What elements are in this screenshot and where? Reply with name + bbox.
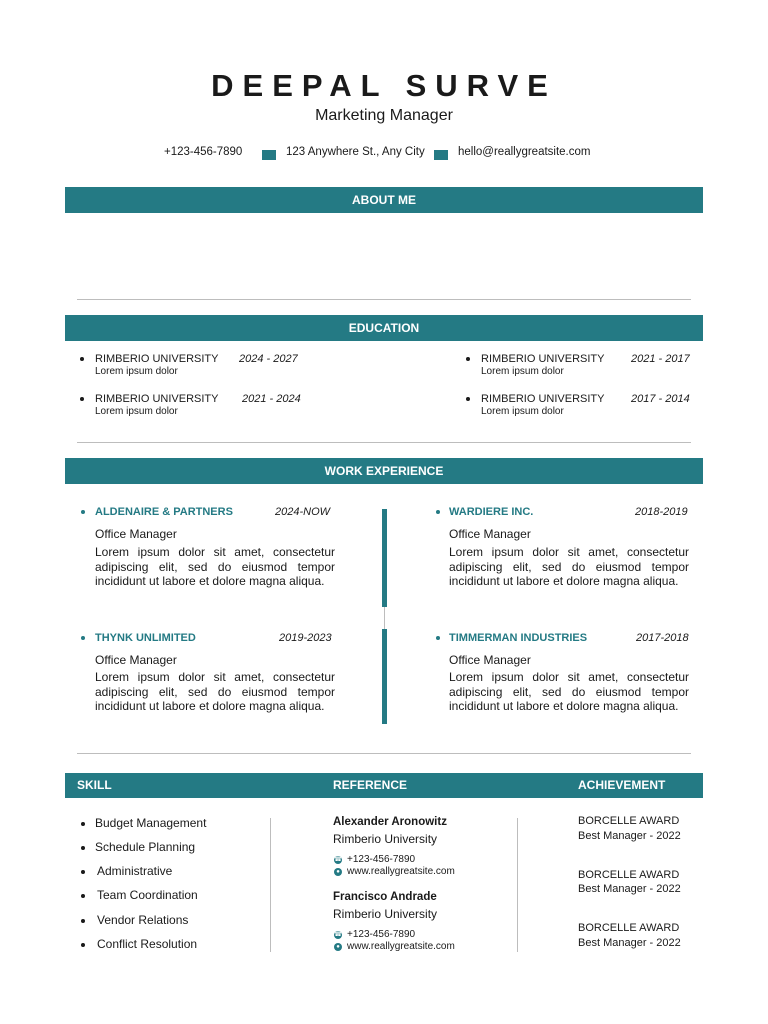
bullet — [81, 636, 85, 640]
square-icon — [262, 150, 276, 160]
bullet — [81, 846, 85, 850]
education-years: 2021 - 2024 — [242, 393, 301, 405]
achievement-detail: Best Manager - 2022 — [578, 937, 681, 949]
education-years: 2021 - 2017 — [631, 353, 690, 365]
reference-name: Francisco Andrade — [333, 891, 437, 903]
work-description: Lorem ipsum dolor sit amet, consectetur adipiscing elit, sed do eiusmod tempor incididunt ut labore et dolore magna aliqua. — [95, 670, 335, 713]
bullet — [81, 510, 85, 514]
reference-phone: +123-456-7890 — [347, 929, 416, 940]
education-desc: Lorem ipsum dolor — [95, 406, 178, 417]
skill-item: Schedule Planning — [95, 840, 196, 854]
work-years: 2024-NOW — [275, 506, 331, 518]
reference-phone: +123-456-7890 — [347, 854, 416, 865]
education-desc: Lorem ipsum dolor — [481, 366, 564, 377]
skill-item: Budget Management — [95, 816, 207, 830]
bullet — [466, 397, 470, 401]
section-work-title: WORK EXPERIENCE — [324, 464, 444, 478]
contact-phone: +123-456-7890 — [164, 146, 243, 158]
bullet — [81, 894, 85, 898]
section-reference-title: REFERENCE — [333, 778, 408, 792]
phone-icon: ☎ — [334, 857, 342, 863]
work-description: Lorem ipsum dolor sit amet, consectetur adipiscing elit, sed do eiusmod tempor incididunt ut labore et dolore magna aliqua. — [95, 545, 335, 588]
section-about — [65, 187, 703, 213]
work-company: THYNK UNLIMITED — [95, 632, 196, 644]
achievement-award: BORCELLE AWARD — [578, 815, 680, 827]
resume-name: DEEPAL SURVE — [211, 68, 557, 103]
education-school: RIMBERIO UNIVERSITY — [95, 393, 219, 405]
achievement-detail: Best Manager - 2022 — [578, 830, 681, 842]
education-years: 2017 - 2014 — [631, 393, 690, 405]
bullet — [81, 822, 85, 826]
section-education-title: EDUCATION — [348, 321, 420, 335]
education-desc: Lorem ipsum dolor — [95, 366, 178, 377]
column-divider — [270, 818, 271, 952]
phone-icon: ☎ — [334, 932, 342, 938]
work-title: Office Manager — [95, 653, 177, 667]
work-years: 2017-2018 — [636, 632, 689, 644]
work-company: TIMMERMAN INDUSTRIES — [449, 632, 588, 644]
globe-icon: ● — [334, 943, 342, 951]
section-education — [65, 315, 703, 341]
reference-website[interactable]: www.reallygreatsite.com — [347, 941, 455, 952]
work-title: Office Manager — [449, 653, 531, 667]
work-company: WARDIERE INC. — [449, 506, 534, 518]
education-years: 2024 - 2027 — [239, 353, 298, 365]
divider — [77, 753, 691, 754]
bottom-section-bar — [65, 773, 703, 798]
work-company: ALDENAIRE & PARTNERS — [95, 506, 233, 518]
contact-email[interactable]: hello@reallygreatsite.com — [458, 146, 591, 158]
work-years: 2019-2023 — [279, 632, 332, 644]
skill-item: Team Coordination — [97, 888, 198, 902]
globe-icon: ● — [334, 868, 342, 876]
work-description: Lorem ipsum dolor sit amet, consectetur adipiscing elit, sed do eiusmod tempor incididunt ut labore et dolore magna aliqua. — [449, 670, 689, 713]
timeline-connector — [384, 607, 385, 629]
skill-item: Vendor Relations — [97, 913, 189, 927]
bullet — [466, 357, 470, 361]
bullet — [80, 357, 84, 361]
reference-org: Rimberio University — [333, 907, 438, 921]
reference-website[interactable]: www.reallygreatsite.com — [347, 866, 455, 877]
divider — [77, 442, 691, 443]
section-achievement-title: ACHIEVEMENT — [578, 778, 666, 792]
education-school: RIMBERIO UNIVERSITY — [95, 353, 219, 365]
bullet — [436, 510, 440, 514]
skill-item: Administrative — [97, 864, 173, 878]
education-school: RIMBERIO UNIVERSITY — [481, 353, 605, 365]
bullet — [436, 636, 440, 640]
section-work — [65, 458, 703, 484]
achievement-detail: Best Manager - 2022 — [578, 883, 681, 895]
work-title: Office Manager — [449, 527, 531, 541]
divider — [77, 299, 691, 300]
education-desc: Lorem ipsum dolor — [481, 406, 564, 417]
skill-item: Conflict Resolution — [97, 937, 198, 951]
bullet — [81, 943, 85, 947]
bullet — [81, 919, 85, 923]
work-description: Lorem ipsum dolor sit amet, consectetur adipiscing elit, sed do eiusmod tempor incididunt ut labore et dolore magna aliqua. — [449, 545, 689, 588]
achievement-award: BORCELLE AWARD — [578, 922, 680, 934]
achievement-award: BORCELLE AWARD — [578, 869, 680, 881]
reference-name: Alexander Aronowitz — [333, 816, 447, 828]
timeline-bar — [382, 509, 387, 607]
bullet — [81, 870, 85, 874]
column-divider — [517, 818, 518, 952]
square-icon — [434, 150, 448, 160]
work-years: 2018-2019 — [635, 506, 688, 518]
section-skill-title: SKILL — [77, 778, 112, 792]
work-title: Office Manager — [95, 527, 177, 541]
section-about-title: ABOUT ME — [352, 193, 416, 207]
timeline-bar — [382, 629, 387, 724]
job-role: Marketing Manager — [315, 107, 453, 124]
bullet — [80, 397, 84, 401]
reference-org: Rimberio University — [333, 832, 438, 846]
contact-address: 123 Anywhere St., Any City — [286, 146, 425, 158]
education-school: RIMBERIO UNIVERSITY — [481, 393, 605, 405]
